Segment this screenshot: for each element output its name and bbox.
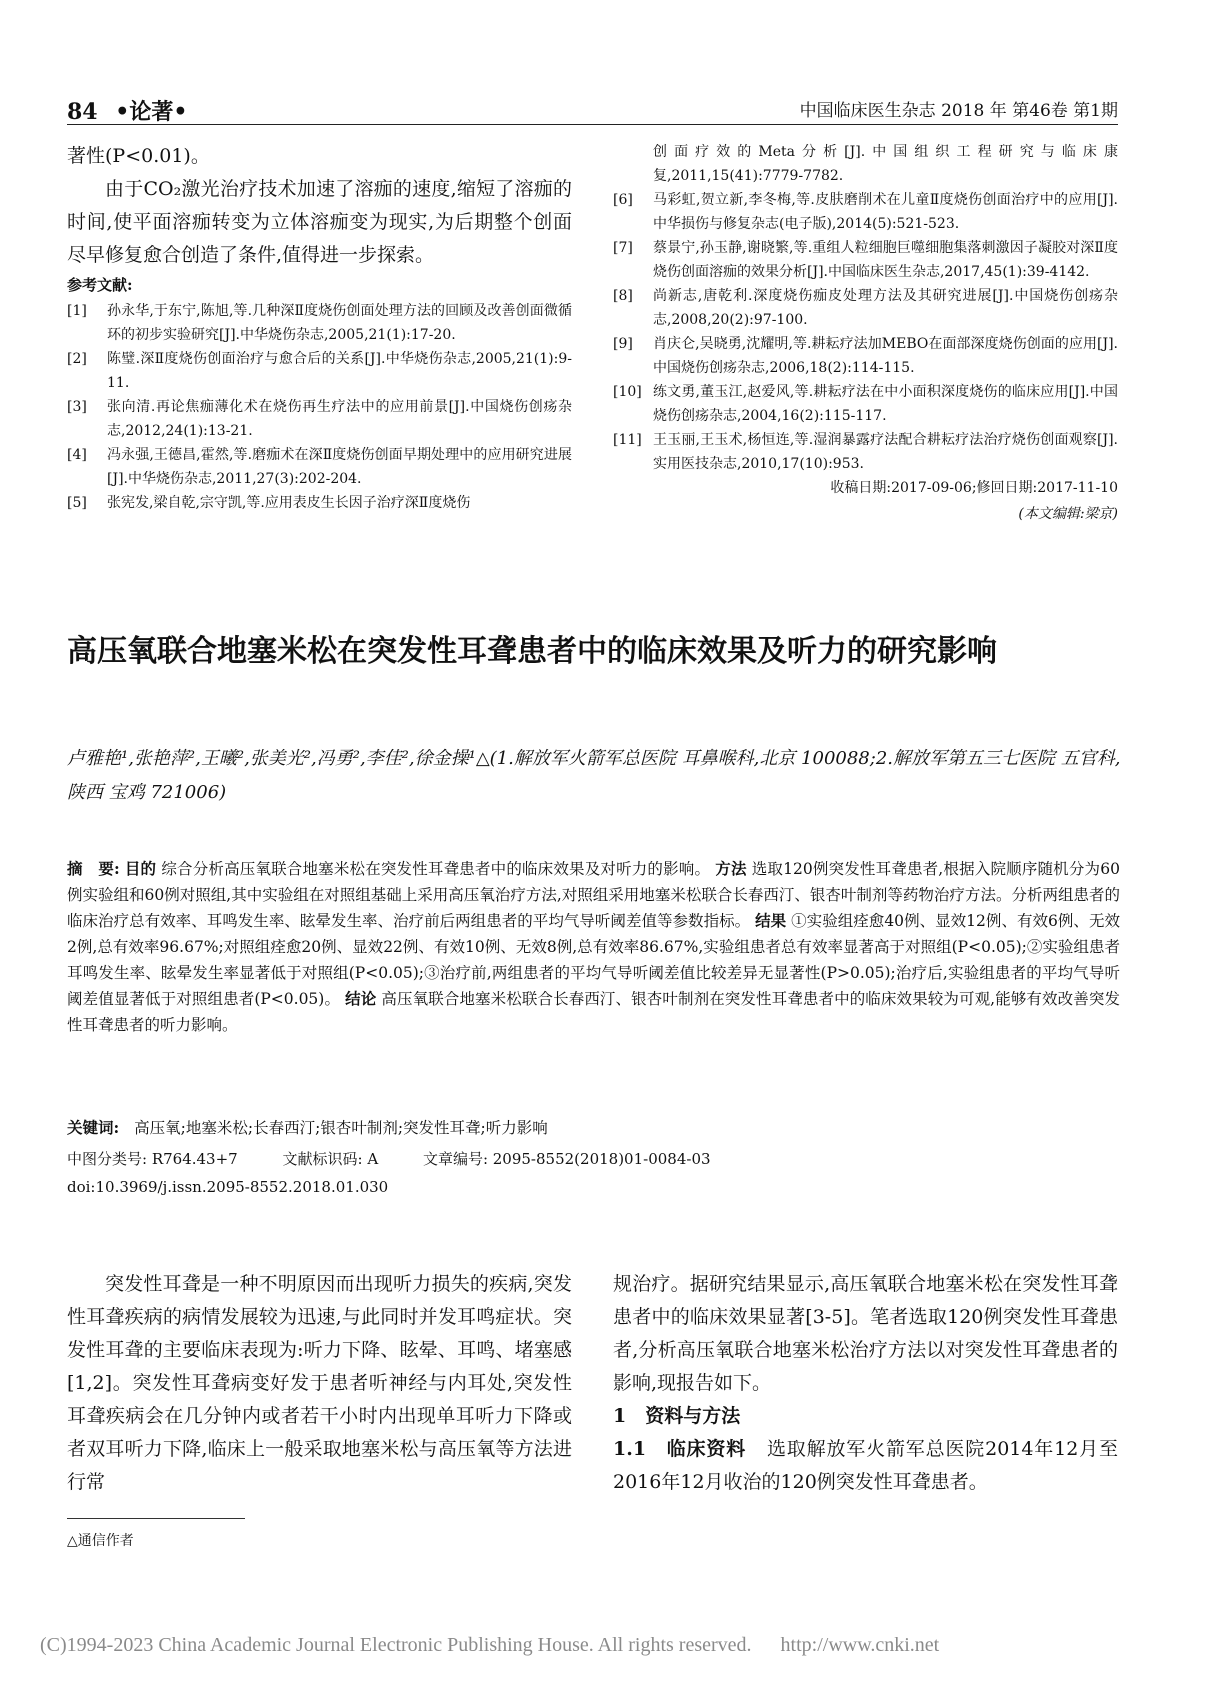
conclusion-label: 结论 [345,989,377,1008]
article-title: 高压氧联合地塞米松在突发性耳聋患者中的临床效果及听力的研究影响 [67,634,997,669]
doi: doi:10.3969/j.issn.2095-8552.2018.01.030 [67,1178,389,1196]
header-page-section [67,95,187,126]
reference-item: [5] 张宪发,梁自乾,宗守凯,等.应用表皮生长因子治疗深Ⅱ度烧伤 [67,495,471,511]
keywords-label: 关键词: [67,1118,120,1137]
keywords-text: 高压氧;地塞米松;长春西汀;银杏叶制剂;突发性耳聋;听力影响 [134,1119,548,1137]
results-label: 结果 [755,911,787,930]
reference-item: [7] 蔡景宁,孙玉静,谢晓繁,等.重组人粒细胞巨噬细胞集落刺激因子凝胶对深Ⅱ度烧伤创面溶痂的效果分析[J].中国临床医生杂志,2017,45(1):39-4142. [613,240,1118,280]
reference-item: [9] 肖庆仑,吴晓勇,沈耀明,等.耕耘疗法加MEBO在面部深度烧伤创面的应用[J].中国烧伤创疡杂志,2006,18(2):114-115. [613,336,1118,376]
document-code: 文献标识码: A [282,1150,379,1168]
received-dates: 收稿日期:2017-09-06;修回日期:2017-11-10 [830,480,1118,496]
abstract-label: 摘 要: [67,859,120,878]
section-label: •论著• [115,99,188,125]
intro-continuation: 规治疗。据研究结果显示,高压氧联合地塞米松在突发性耳聋患者中的临床效果显著[3-5]。笔者选取120例突发性耳聋患者,分析高压氧联合地塞米松治疗方法以对突发性耳聋患者的影响,现报告如下。 [613,1273,1118,1394]
reference-item: [6] 马彩虹,贺立新,李冬梅,等.皮肤磨削术在儿童Ⅱ度烧伤创面治疗中的应用[J].中华损伤与修复杂志(电子版),2014(5):521-523. [613,192,1118,232]
subsection-heading: 1.1 临床资料 [613,1438,747,1460]
reference-item: [11] 王玉丽,王玉术,杨恒连,等.湿润暴露疗法配合耕耘疗法治疗烧伤创面观察[J].实用医技杂志,2010,17(10):953. [613,432,1118,472]
reference-item: [8] 尚新志,唐乾利.深度烧伤痂皮处理方法及其研究进展[J].中国烧伤创疡杂志,2008,20(2):97-100. [613,288,1118,328]
footnote: △通信作者 [67,1533,134,1549]
classification-line [67,1146,1120,1172]
main-left-column [67,1268,572,1499]
copyright-line [40,1634,939,1657]
reference-item: [10] 练文勇,董玉江,赵爱风,等.耕耘疗法在中小面积深度烧伤的临床应用[J].中国烧伤创疡杂志,2004,16(2):115-117. [613,384,1118,424]
page-number: 84 [67,99,98,125]
results-text: ①实验组痊愈40例、显效12例、有效6例、无效2例,总有效率96.67%;对照组痊愈20例、显效22例、有效10例、无效8例,总有效率86.67%,实验组患者总有效率显著高于对照组(P<0.05);②实验组患者耳鸣发生率、眩晕发生率显著低于对照组(P<0.05);③治疗前,两组患者的平均气导听阈差值比较差异无显著性(P>0.05);治疗后,实验组患者的平均气导听阈差值显著低于对照组患者(P<0.05)。 [67,912,1120,1008]
article-authors: 卢雅艳¹,张艳萍²,王曦²,张美光²,冯勇²,李佳²,徐金操¹△(1.解放军火箭军总医院 耳鼻喉科,北京 100088;2.解放军第五三七医院 五官科,陕西 宝鸡 721006) [67,748,1121,803]
reference-item: [1] 孙永华,于东宁,陈旭,等.几种深Ⅱ度烧伤创面处理方法的回顾及改善创面微循环的初步实验研究[J].中华烧伤杂志,2005,21(1):17-20. [67,303,572,343]
prev-paragraph-2: 由于CO₂激光治疗技术加速了溶痂的速度,缩短了溶痂的时间,使平面溶痂转变为立体溶痂变为现实,为后期整个创面尽早修复愈合创造了条件,值得进一步探索。 [67,178,572,266]
methods-text: 选取120例突发性耳聋患者,根据入院顺序随机分为60例实验组和60例对照组,其中实验组在对照组基础上采用高压氧治疗方法,对照组采用地塞米松联合长春西汀、银杏叶制剂等药物治疗方法。分析两组患者的临床治疗总有效率、耳鸣发生率、眩晕发生率、治疗前后两组患者的平均气导听阈差值等参数指标。 [67,860,1120,930]
conclusion-text: 高压氧联合地塞米松联合长春西汀、银杏叶制剂在突发性耳聋患者中的临床效果较为可观,能够有效改善突发性耳聋患者的听力影响。 [67,990,1120,1034]
purpose-text: 综合分析高压氧联合地塞米松在突发性耳聋患者中的临床效果及对听力的影响。 [161,860,711,878]
subsection-text: 选取解放军火箭军总医院2014年12月至2016年12月收治的120例突发性耳聋患者。 [613,1438,1118,1493]
section-heading: 1 资料与方法 [613,1405,741,1427]
prev-article-left-column [67,140,572,515]
reference-item: [4] 冯永强,王德昌,霍然,等.磨痂术在深Ⅱ度烧伤创面早期处理中的应用研究进展[J].中华烧伤杂志,2011,27(3):202-204. [67,447,572,487]
clc-number: 中图分类号: R764.43+7 [67,1150,238,1168]
main-right-column [613,1268,1118,1499]
footnote-rule [67,1518,245,1519]
reference-item: [3] 张向清.再论焦痂薄化术在烧伤再生疗法中的应用前景[J].中国烧伤创疡杂志,2012,24(1):13-21. [67,399,572,439]
article-number: 文章编号: 2095-8552(2018)01-0084-03 [422,1150,711,1168]
editor-note: (本文编辑:梁京) [1018,506,1118,522]
subsection-paragraph [613,1433,1118,1499]
prev-article-right-column [613,140,1118,528]
copyright-url: http://www.cnki.net [780,1634,940,1656]
keywords [67,1115,1120,1141]
reference-item: [2] 陈璧.深Ⅱ度烧伤创面治疗与愈合后的关系[J].中华烧伤杂志,2005,21(1):9-11. [67,351,572,391]
copyright-text: (C)1994-2023 China Academic Journal Electronic Publishing House. All rights reserved. [40,1634,752,1656]
journal-info: 中国临床医生杂志 2018 年 第46卷 第1期 [799,101,1118,121]
reference-continuation: 创面疗效的Meta分析[J].中国组织工程研究与临床康复,2011,15(41):7779-7782. [653,144,1118,184]
purpose-label: 目的 [124,859,157,878]
methods-label: 方法 [715,859,747,878]
prev-paragraph-1: 著性(P<0.01)。 [67,145,210,167]
abstract [67,856,1120,1038]
header-rule [67,124,1118,125]
intro-paragraph: 突发性耳聋是一种不明原因而出现听力损失的疾病,突发性耳聋疾病的病情发展较为迅速,与此同时并发耳鸣症状。突发性耳聋的主要临床表现为:听力下降、眩晕、耳鸣、堵塞感[1,2]。突发性耳聋病变好发于患者听神经与内耳处,突发性耳聋疾病会在几分钟内或者若干小时内出现单耳听力下降或者双耳听力下降,临床上一般采取地塞米松与高压氧等方法进行常 [67,1273,572,1493]
references-heading: 参考文献: [67,276,133,294]
